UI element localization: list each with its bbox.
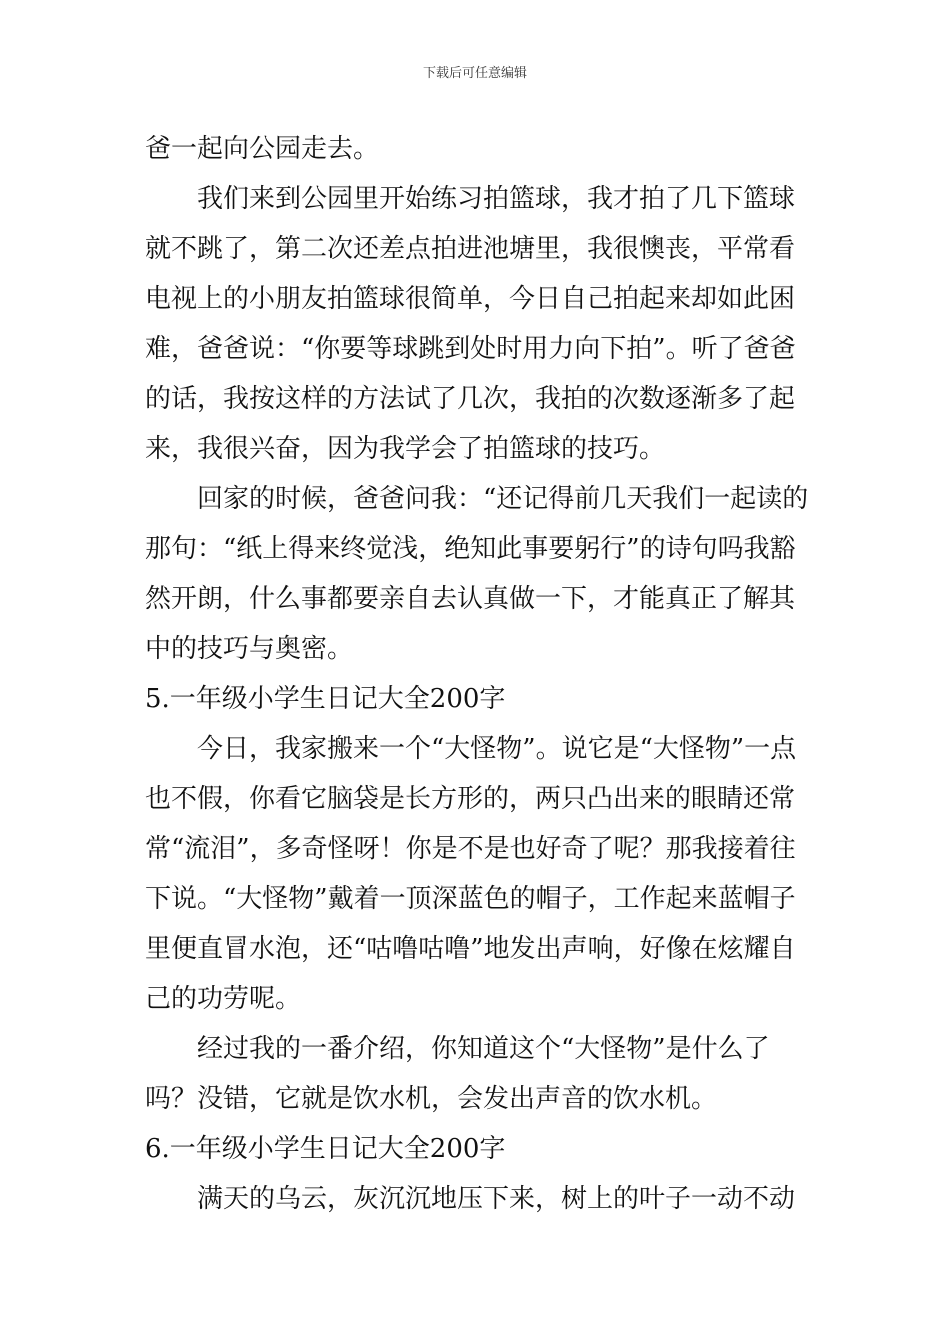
paragraph-big-monster: 今日，我家搬来一个“大怪物”。说它是“大怪物”一点也不假，你看它脑袋是长方形的，两只凸出来的眼睛还常常“流泪”，多奇怪呀！你是不是也好奇了呢？那我接着往下说。“大怪物”戴着一顶深蓝色的帽子，工作起来蓝帽子里便直冒水泡，还“咕噜咕噜”地发出声响，好像在炫耀自己的功劳呢。 xyxy=(145,734,797,1014)
paragraph-water-dispenser: 经过我的一番介绍，你知道这个“大怪物”是什么了吗？没错，它就是饮水机，会发出声音的饮水机。 xyxy=(145,1034,770,1114)
page-header: 下载后可任意编辑 xyxy=(422,66,527,81)
paragraph-continuation: 爸一起向公园走去。 xyxy=(145,134,380,164)
section-heading-5: 5.一年级小学生日记大全200字 xyxy=(145,684,506,714)
paragraph-basketball: 我们来到公园里开始练习拍篮球，我才拍了几下篮球就不跳了，第二次还差点拍进池塘里，我很懊丧，平常看电视上的小朋友拍篮球很简单，今日自己拍起来却如此困难，爸爸说：“你要等球跳到处时用力向下拍”。听了爸爸的话，我按这样的方法试了几次，我拍的次数逐渐多了起来，我很兴奋，因为我学会了拍篮球的技巧。 xyxy=(145,184,796,464)
document-body xyxy=(145,124,809,1224)
paragraph-going-home: 回家的时候，爸爸问我：“还记得前几天我们一起读的那句：“纸上得来终觉浅，绝知此事要躬行”的诗句吗我豁然开朗，什么事都要亲自去认真做一下，才能真正了解其中的技巧与奥密。 xyxy=(145,484,809,664)
paragraph-dark-clouds: 满天的乌云，灰沉沉地压下来，树上的叶子一动不动 xyxy=(197,1184,796,1214)
section-heading-6: 6.一年级小学生日记大全200字 xyxy=(145,1134,506,1164)
